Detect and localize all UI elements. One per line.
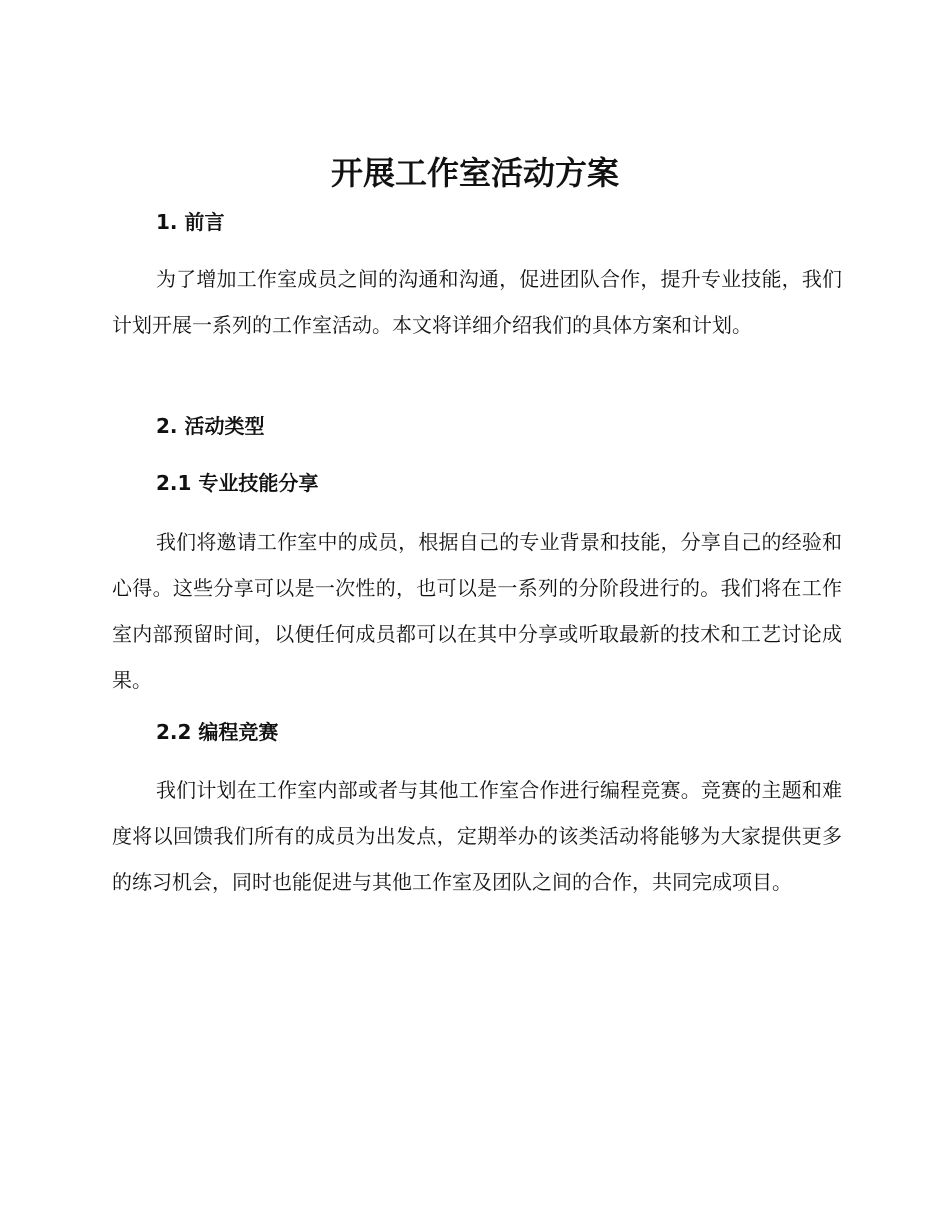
section-heading-activity-types: 2. 活动类型 (156, 414, 265, 438)
paragraph-programming-contest: 我们计划在工作室内部或者与其他工作室合作进行编程竞赛。竞赛的主题和难度将以回馈我们所有的成员为出发点，定期举办的该类活动将能够为大家提供更多的练习机会，同时也能促进与其他工作室及团队之间的合作，共同完成项目。 (112, 778, 842, 894)
document-title: 开展工作室活动方案 (330, 154, 619, 192)
section-heading-skill-sharing: 2.1 专业技能分享 (156, 471, 319, 495)
paragraph-intro: 为了增加工作室成员之间的沟通和沟通，促进团队合作，提升专业技能，我们计划开展一系列的工作室活动。本文将详细介绍我们的具体方案和计划。 (112, 267, 842, 337)
section-heading-intro: 1. 前言 (156, 210, 225, 234)
paragraph-skill-sharing: 我们将邀请工作室中的成员，根据自己的专业背景和技能，分享自己的经验和心得。这些分享可以是一次性的，也可以是一系列的分阶段进行的。我们将在工作室内部预留时间，以便任何成员都可以在其中分享或听取最新的技术和工艺讨论成果。 (112, 530, 842, 692)
section-heading-programming-contest: 2.2 编程竞赛 (156, 720, 279, 744)
